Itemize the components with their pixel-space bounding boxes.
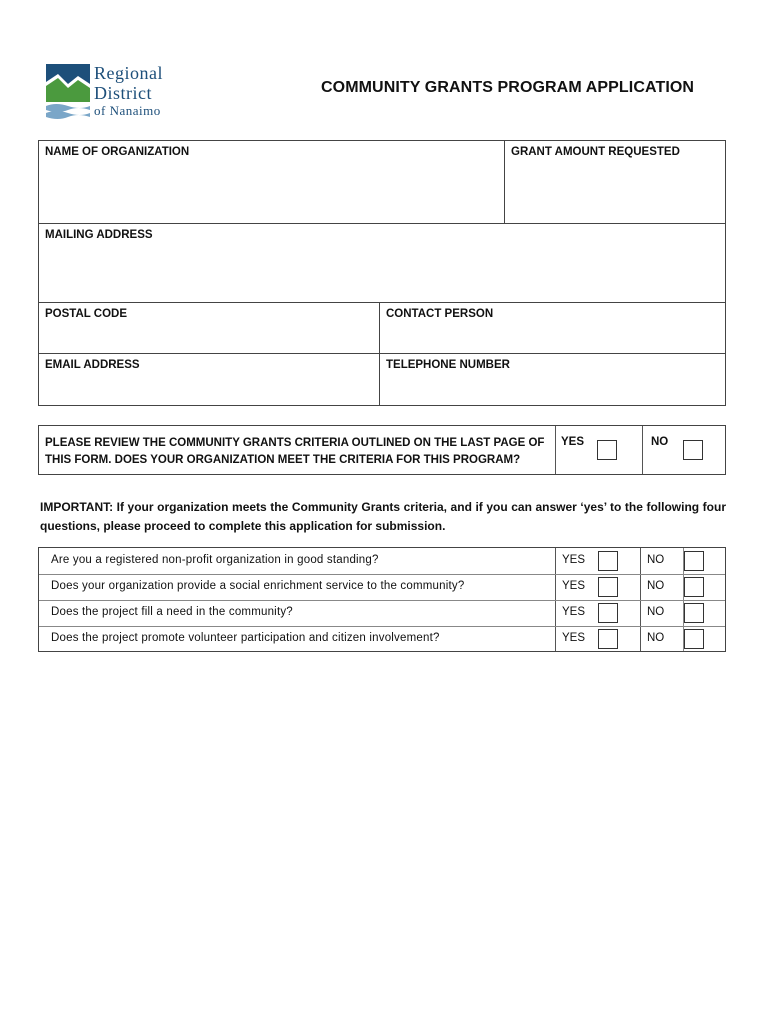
questions-table bbox=[38, 547, 726, 652]
table-row bbox=[39, 626, 727, 652]
page-title: COMMUNITY GRANTS PROGRAM APPLICATION bbox=[321, 79, 695, 96]
contact-person-field[interactable] bbox=[380, 303, 725, 354]
criteria-no-checkbox[interactable] bbox=[683, 440, 703, 460]
logo-line-2: District bbox=[94, 83, 152, 103]
q1-no-checkbox[interactable] bbox=[684, 551, 704, 571]
yes-label: YES bbox=[562, 632, 586, 644]
logo-line-1: Regional bbox=[94, 63, 163, 83]
q4-no-checkbox[interactable] bbox=[684, 629, 704, 649]
telephone-label: TELEPHONE NUMBER bbox=[386, 359, 510, 371]
email-field[interactable] bbox=[39, 354, 380, 405]
grant-amount-label: GRANT AMOUNT REQUESTED bbox=[511, 146, 680, 158]
question-text: Does your organization provide a social enrichment service to the community? bbox=[51, 580, 465, 592]
logo-mark-icon bbox=[44, 62, 94, 122]
criteria-question: PLEASE REVIEW THE COMMUNITY GRANTS CRITERIA OUTLINED ON THE LAST PAGE OF THIS FORM. DOES YOUR ORGANIZATION MEET THE CRITERIA FOR THIS PROGRAM? bbox=[45, 437, 545, 467]
org-name-label: NAME OF ORGANIZATION bbox=[45, 146, 190, 158]
postal-code-field[interactable] bbox=[39, 303, 380, 354]
criteria-question-box bbox=[38, 425, 726, 475]
question-text: Are you a registered non-profit organization in good standing? bbox=[51, 554, 379, 566]
logo-wordmark bbox=[94, 64, 163, 117]
grant-amount-field[interactable] bbox=[505, 141, 725, 224]
contact-person-label: CONTACT PERSON bbox=[386, 308, 494, 320]
q3-yes-checkbox[interactable] bbox=[598, 603, 618, 623]
q2-no-checkbox[interactable] bbox=[684, 577, 704, 597]
postal-code-label: POSTAL CODE bbox=[45, 308, 127, 320]
yes-label: YES bbox=[562, 554, 586, 566]
logo-line-3: of Nanaimo bbox=[94, 103, 161, 118]
mailing-address-field[interactable] bbox=[39, 224, 725, 303]
q4-yes-checkbox[interactable] bbox=[598, 629, 618, 649]
criteria-yes-label: YES bbox=[561, 436, 585, 448]
org-info-grid bbox=[38, 140, 726, 406]
criteria-yes-checkbox[interactable] bbox=[597, 440, 617, 460]
question-text: Does the project promote volunteer participation and citizen involvement? bbox=[51, 632, 440, 644]
q1-yes-checkbox[interactable] bbox=[598, 551, 618, 571]
question-text: Does the project fill a need in the community? bbox=[51, 606, 293, 618]
org-name-field[interactable] bbox=[39, 141, 505, 224]
criteria-no-label: NO bbox=[651, 436, 669, 448]
important-note: IMPORTANT: If your organization meets the Community Grants criteria, and if you can answer ‘yes’ to the following four questions, please proceed to complete this application for submission. bbox=[40, 500, 726, 533]
no-label: NO bbox=[647, 580, 665, 592]
email-label: EMAIL ADDRESS bbox=[45, 359, 140, 371]
q3-no-checkbox[interactable] bbox=[684, 603, 704, 623]
no-label: NO bbox=[647, 632, 665, 644]
table-row bbox=[39, 548, 727, 574]
no-label: NO bbox=[647, 606, 665, 618]
telephone-field[interactable] bbox=[380, 354, 725, 405]
table-row bbox=[39, 574, 727, 600]
no-label: NO bbox=[647, 554, 665, 566]
q2-yes-checkbox[interactable] bbox=[598, 577, 618, 597]
yes-label: YES bbox=[562, 606, 586, 618]
mailing-address-label: MAILING ADDRESS bbox=[45, 229, 153, 241]
yes-label: YES bbox=[562, 580, 586, 592]
table-row bbox=[39, 600, 727, 626]
